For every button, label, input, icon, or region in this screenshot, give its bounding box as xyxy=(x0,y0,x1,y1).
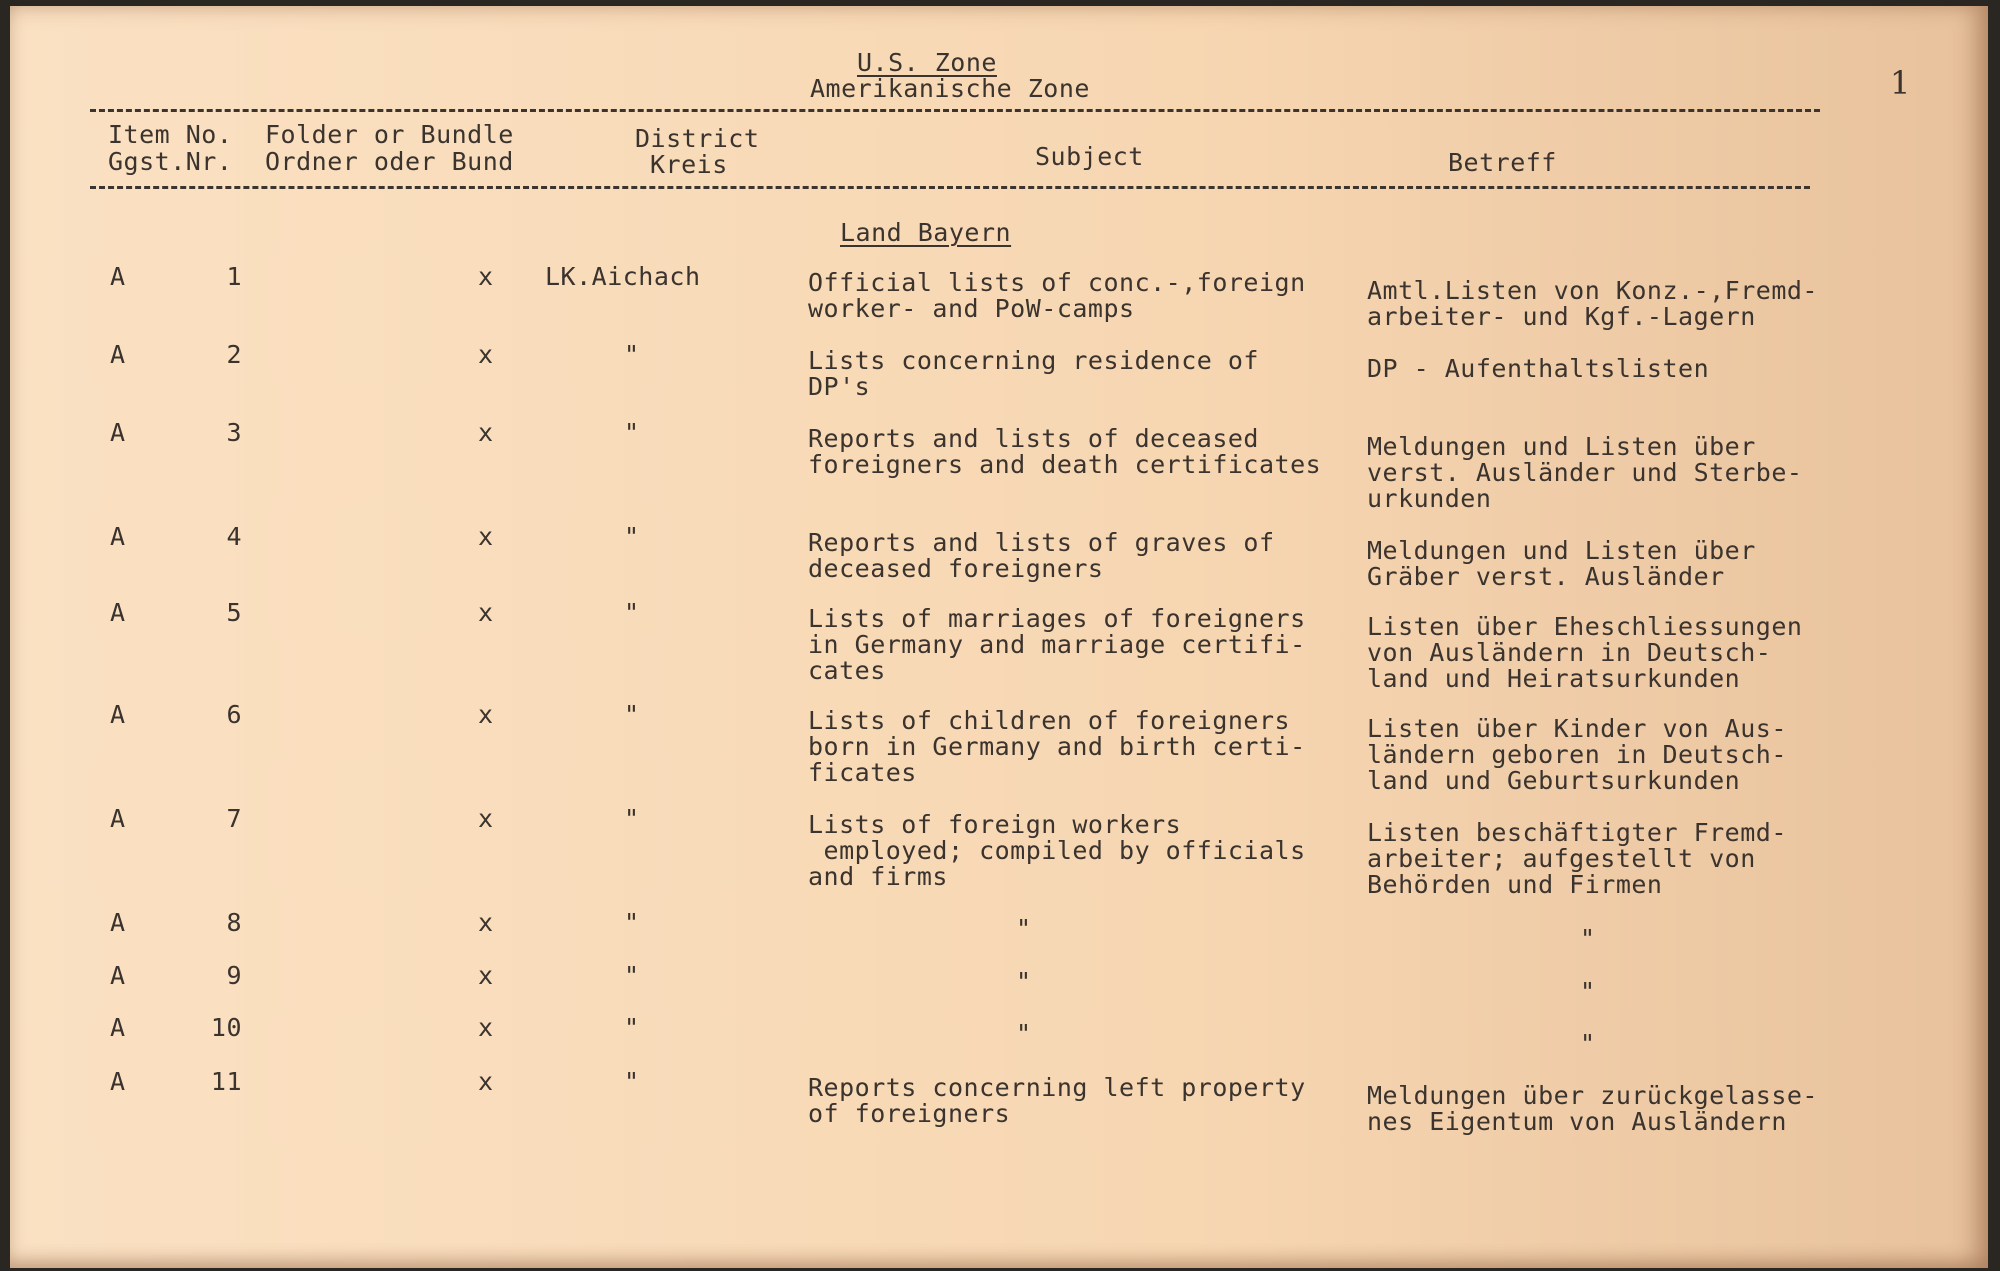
item-number: 1 xyxy=(226,262,242,291)
item-letter: A xyxy=(110,804,126,833)
col-betreff: Betreff xyxy=(1448,148,1557,177)
item-letter: A xyxy=(110,340,126,369)
col-item-de: Ggst.Nr. xyxy=(108,147,233,176)
subject-cell: Reports and lists of graves of deceased foreigners xyxy=(808,528,1275,583)
folder-mark: x xyxy=(478,418,494,447)
item-letter: A xyxy=(110,418,126,447)
betreff-cell: " xyxy=(1580,924,1596,953)
item-letter: A xyxy=(110,700,126,729)
subject-cell: Reports and lists of deceased foreigners and death certificates xyxy=(808,424,1322,479)
item-number: 9 xyxy=(226,961,242,990)
item-number: 3 xyxy=(226,418,242,447)
subject-cell: Lists of children of foreigners born in Germany and birth certi- ficates xyxy=(808,706,1306,787)
folder-mark: x xyxy=(478,1013,494,1042)
item-number: 4 xyxy=(226,522,242,551)
col-district-de: Kreis xyxy=(650,150,728,179)
item-number: 6 xyxy=(226,700,242,729)
item-letter: A xyxy=(110,598,126,627)
item-number: 2 xyxy=(226,340,242,369)
header-rule-top xyxy=(90,109,1820,112)
betreff-cell: Meldungen und Listen über Gräber verst. Ausländer xyxy=(1367,536,1756,591)
col-item-en: Item No. xyxy=(108,120,233,149)
zone-title-en: U.S. Zone xyxy=(857,48,997,77)
betreff-cell: " xyxy=(1580,977,1596,1006)
betreff-cell: Amtl.Listen von Konz.-,Fremd- arbeiter- und Kgf.-Lagern xyxy=(1367,276,1818,331)
district-cell: " xyxy=(624,804,640,833)
folder-mark: x xyxy=(478,804,494,833)
district-cell: LK.Aichach xyxy=(545,262,701,291)
item-number: 10 xyxy=(210,1013,242,1042)
header-rule-bottom xyxy=(90,186,1810,189)
district-cell: " xyxy=(624,961,640,990)
folder-mark: x xyxy=(478,961,494,990)
subject-cell: Lists of foreign workers employed; compiled by officials and firms xyxy=(808,810,1306,891)
subject-cell: Lists concerning residence of DP's xyxy=(808,346,1259,401)
item-letter: A xyxy=(110,1067,126,1096)
district-cell: " xyxy=(624,598,640,627)
betreff-cell: Meldungen und Listen über verst. Ausländer und Sterbe- urkunden xyxy=(1367,432,1803,513)
col-district-en: District xyxy=(635,124,760,153)
item-letter: A xyxy=(110,522,126,551)
betreff-cell: Listen beschäftigter Fremd- arbeiter; aufgestellt von Behörden und Firmen xyxy=(1367,818,1787,899)
betreff-cell: Meldungen über zurückgelasse- nes Eigentum von Ausländern xyxy=(1367,1081,1818,1136)
district-cell: " xyxy=(624,908,640,937)
folder-mark: x xyxy=(478,340,494,369)
item-number: 8 xyxy=(226,908,242,937)
item-letter: A xyxy=(110,908,126,937)
subject-cell: " xyxy=(1016,914,1032,943)
subject-cell: Reports concerning left property of foreigners xyxy=(808,1073,1306,1128)
district-cell: " xyxy=(624,522,640,551)
folder-mark: x xyxy=(478,1067,494,1096)
col-folder-de: Ordner oder Bund xyxy=(265,147,514,176)
item-letter: A xyxy=(110,262,126,291)
folder-mark: x xyxy=(478,700,494,729)
document-page xyxy=(10,6,1988,1268)
subject-cell: " xyxy=(1016,1019,1032,1048)
col-folder-en: Folder or Bundle xyxy=(265,120,514,149)
folder-mark: x xyxy=(478,262,494,291)
betreff-cell: " xyxy=(1580,1029,1596,1058)
folder-mark: x xyxy=(478,598,494,627)
district-cell: " xyxy=(624,1013,640,1042)
district-cell: " xyxy=(624,340,640,369)
betreff-cell: Listen über Kinder von Aus- ländern geboren in Deutsch- land und Geburtsurkunden xyxy=(1367,714,1787,795)
betreff-cell: Listen über Eheschliessungen von Ausländern in Deutsch- land und Heiratsurkunden xyxy=(1367,612,1803,693)
item-letter: A xyxy=(110,1013,126,1042)
subject-cell: " xyxy=(1016,967,1032,996)
subject-cell: Lists of marriages of foreigners in Germany and marriage certifi- cates xyxy=(808,604,1306,685)
section-title: Land Bayern xyxy=(840,218,1012,247)
item-number: 11 xyxy=(210,1067,242,1096)
district-cell: " xyxy=(624,418,640,447)
folder-mark: x xyxy=(478,908,494,937)
page-number: 1 xyxy=(1890,64,1911,102)
subject-cell: Official lists of conc.-,foreign worker- and PoW-camps xyxy=(808,268,1306,323)
item-number: 5 xyxy=(226,598,242,627)
col-subject: Subject xyxy=(1035,142,1144,171)
item-number: 7 xyxy=(226,804,242,833)
folder-mark: x xyxy=(478,522,494,551)
district-cell: " xyxy=(624,700,640,729)
item-letter: A xyxy=(110,961,126,990)
district-cell: " xyxy=(624,1067,640,1096)
zone-title-de: Amerikanische Zone xyxy=(810,74,1090,103)
betreff-cell: DP - Aufenthaltslisten xyxy=(1367,354,1710,383)
